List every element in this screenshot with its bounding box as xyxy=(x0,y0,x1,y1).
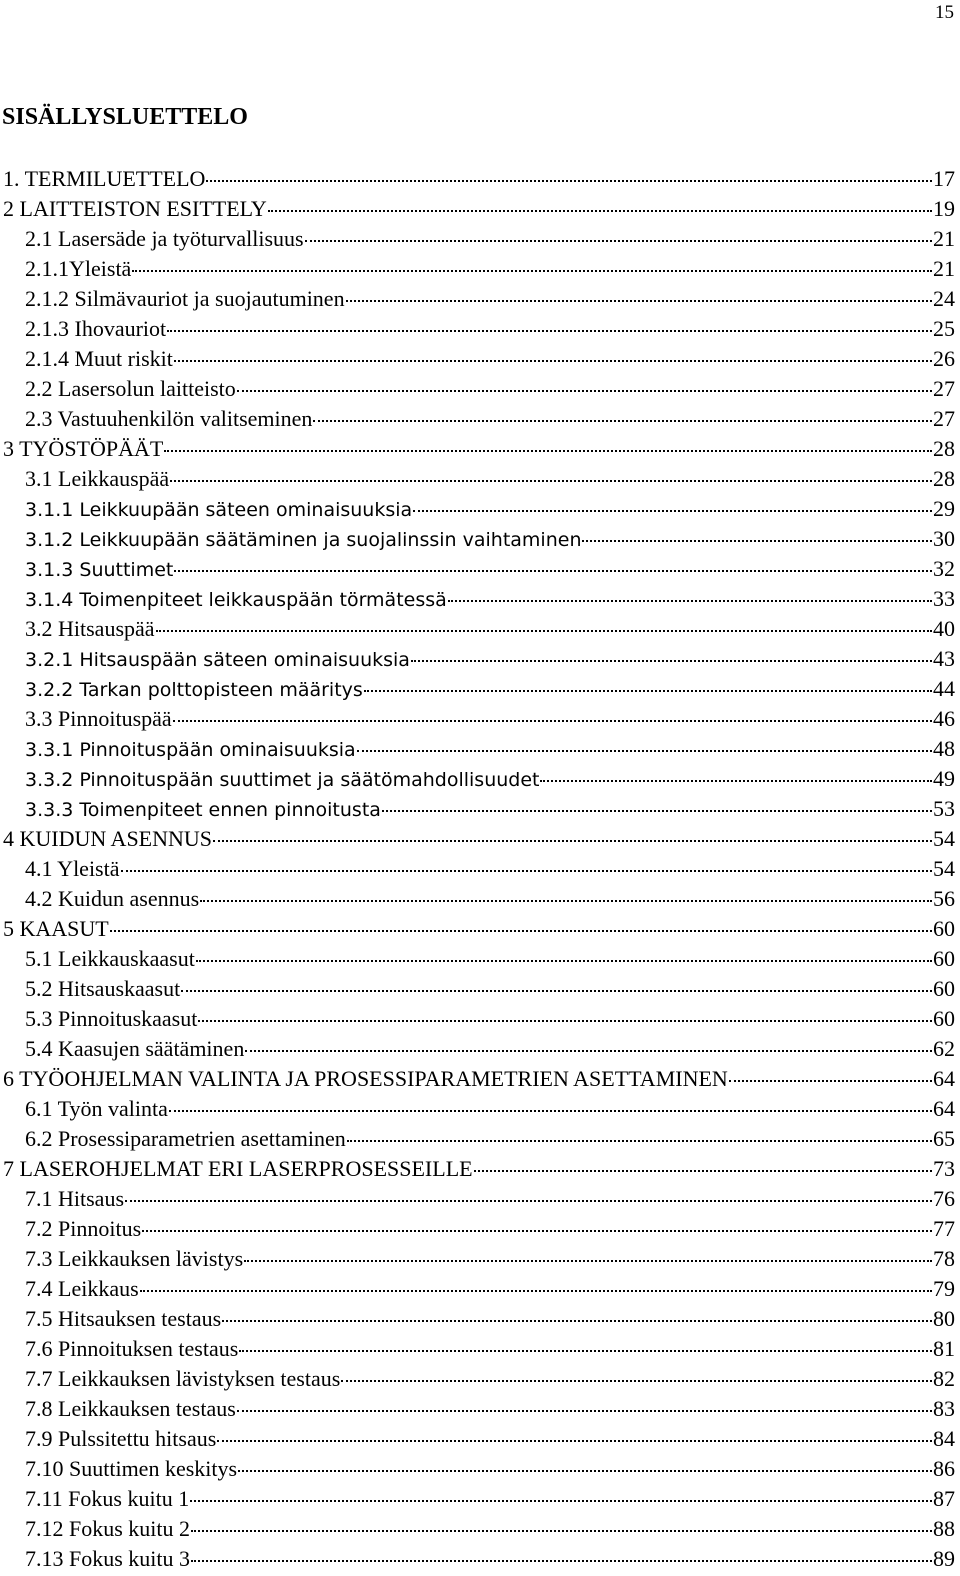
toc-entry-page: 53 xyxy=(933,796,955,821)
toc-dot-leader xyxy=(411,660,932,662)
toc-entry-page: 83 xyxy=(933,1396,955,1421)
toc-entry-label: 7.10 Suuttimen keskitys xyxy=(25,1456,238,1481)
toc-entry[interactable] xyxy=(0,164,955,194)
toc-dot-leader xyxy=(313,420,932,422)
toc-entry-label: 7.8 Leikkauksen testaus xyxy=(25,1396,236,1421)
toc-entry[interactable] xyxy=(0,1244,955,1274)
toc-entry[interactable] xyxy=(0,704,955,734)
toc-entry[interactable] xyxy=(0,314,955,344)
toc-entry[interactable] xyxy=(0,884,955,914)
toc-dot-leader xyxy=(244,1260,932,1262)
toc-entry-page: 88 xyxy=(933,1516,955,1541)
toc-dot-leader xyxy=(198,1020,932,1022)
toc-dot-leader xyxy=(191,1560,932,1562)
toc-entry-label: 2.1 Lasersäde ja työturvallisuus xyxy=(25,226,304,251)
toc-entry-label: 7.12 Fokus kuitu 2 xyxy=(25,1516,191,1541)
toc-entry[interactable] xyxy=(0,404,955,434)
toc-entry-page: 87 xyxy=(933,1486,955,1511)
toc-entry[interactable] xyxy=(0,854,955,884)
toc-entry-label: 7.3 Leikkauksen lävistys xyxy=(25,1246,244,1271)
toc-entry-page: 24 xyxy=(933,286,955,311)
toc-entry-label: 3.3 Pinnoituspää xyxy=(25,706,172,731)
toc-entry[interactable] xyxy=(0,554,955,584)
toc-entry-page: 30 xyxy=(933,526,955,551)
toc-entry-label: 7.11 Fokus kuitu 1 xyxy=(25,1486,190,1511)
toc-entry-page: 49 xyxy=(933,766,955,791)
toc-entry[interactable] xyxy=(0,1064,955,1094)
toc-dot-leader xyxy=(181,990,932,992)
toc-entry[interactable] xyxy=(0,1394,955,1424)
toc-dot-leader xyxy=(237,1410,932,1412)
toc-entry-label: 1. TERMILUETTELO xyxy=(3,166,206,191)
toc-entry-label: 5 KAASUT xyxy=(3,916,109,941)
toc-entry-page: 82 xyxy=(933,1366,955,1391)
toc-entry[interactable] xyxy=(0,1364,955,1394)
toc-entry[interactable] xyxy=(0,914,955,944)
toc-entry[interactable] xyxy=(0,194,955,224)
toc-entry-label: 2.3 Vastuuhenkilön valitseminen xyxy=(25,406,313,431)
toc-dot-leader xyxy=(347,1140,932,1142)
toc-entry-label: 7.13 Fokus kuitu 3 xyxy=(25,1546,191,1571)
toc-entry-page: 28 xyxy=(933,436,955,461)
toc-entry[interactable] xyxy=(0,1424,955,1454)
toc-dot-leader xyxy=(305,240,932,242)
toc-dot-leader xyxy=(239,1350,932,1352)
toc-dot-leader xyxy=(448,600,932,602)
toc-entry-label: 6 TYÖOHJELMAN VALINTA JA PROSESSIPARAMETRIEN ASETTAMINEN xyxy=(3,1066,728,1091)
toc-entry-label: 4.2 Kuidun asennus xyxy=(25,886,200,911)
toc-dot-leader xyxy=(110,930,932,932)
toc-dot-leader xyxy=(174,360,932,362)
toc-entry-page: 43 xyxy=(933,646,955,671)
toc-entry-page: 29 xyxy=(933,496,955,521)
toc-entry[interactable] xyxy=(0,1094,955,1124)
toc-entry[interactable] xyxy=(0,434,955,464)
toc-entry-page: 84 xyxy=(933,1426,955,1451)
toc-entry-page: 19 xyxy=(933,196,955,221)
toc-dot-leader xyxy=(213,840,932,842)
toc-dot-leader xyxy=(729,1080,932,1082)
toc-entry-label: 2.1.3 Ihovauriot xyxy=(25,316,167,341)
toc-entry-label: 2 LAITTEISTON ESITTELY xyxy=(3,196,267,221)
toc-dot-leader xyxy=(346,300,932,302)
toc-entry[interactable] xyxy=(0,494,955,524)
toc-entry-page: 76 xyxy=(933,1186,955,1211)
toc-entry[interactable] xyxy=(0,1334,955,1364)
table-of-contents xyxy=(0,164,955,1574)
toc-entry[interactable] xyxy=(0,614,955,644)
toc-dot-leader xyxy=(174,570,932,572)
toc-entry[interactable] xyxy=(0,344,955,374)
toc-entry[interactable] xyxy=(0,1274,955,1304)
toc-dot-leader xyxy=(190,1500,932,1502)
toc-entry-label: 4 KUIDUN ASENNUS xyxy=(3,826,213,851)
toc-dot-leader xyxy=(206,180,932,182)
toc-entry[interactable] xyxy=(0,584,955,614)
toc-entry-page: 77 xyxy=(933,1216,955,1241)
toc-entry-label: 3.1.1 Leikkuupään säteen ominaisuuksia xyxy=(25,499,413,521)
toc-entry[interactable] xyxy=(0,1454,955,1484)
toc-entry-label: 3.1 Leikkauspää xyxy=(25,466,170,491)
toc-entry[interactable] xyxy=(0,974,955,1004)
toc-entry-label: 2.1.2 Silmävauriot ja suojautuminen xyxy=(25,286,345,311)
toc-entry-page: 60 xyxy=(933,916,955,941)
toc-entry-label: 3.3.2 Pinnoituspään suuttimet ja säätömahdollisuudet xyxy=(25,769,540,791)
toc-entry-page: 56 xyxy=(933,886,955,911)
toc-entry-label: 3.3.1 Pinnoituspään ominaisuuksia xyxy=(25,739,356,761)
toc-entry-page: 64 xyxy=(933,1096,955,1121)
toc-dot-leader xyxy=(382,810,932,812)
toc-entry-page: 21 xyxy=(933,226,955,251)
toc-entry-label: 7.9 Pulssitettu hitsaus xyxy=(25,1426,217,1451)
toc-entry-page: 81 xyxy=(933,1336,955,1361)
toc-entry[interactable] xyxy=(0,674,955,704)
toc-entry-label: 4.1 Yleistä xyxy=(25,856,120,881)
toc-entry[interactable] xyxy=(0,794,955,824)
toc-entry-label: 7.6 Pinnoituksen testaus xyxy=(25,1336,239,1361)
toc-entry-page: 17 xyxy=(933,166,955,191)
toc-entry-page: 79 xyxy=(933,1276,955,1301)
toc-entry-page: 54 xyxy=(933,856,955,881)
toc-entry-label: 2.2 Lasersolun laitteisto xyxy=(25,376,236,401)
toc-entry-label: 2.1.1Yleistä xyxy=(25,256,132,281)
toc-dot-leader xyxy=(474,1170,932,1172)
toc-entry-page: 25 xyxy=(933,316,955,341)
toc-entry[interactable] xyxy=(0,1484,955,1514)
toc-dot-leader xyxy=(132,270,932,272)
toc-entry-label: 5.1 Leikkauskaasut xyxy=(25,946,195,971)
toc-dot-leader xyxy=(196,960,932,962)
toc-entry-label: 2.1.4 Muut riskit xyxy=(25,346,173,371)
toc-dot-leader xyxy=(357,750,932,752)
toc-entry[interactable] xyxy=(0,764,955,794)
toc-entry[interactable] xyxy=(0,464,955,494)
toc-entry[interactable] xyxy=(0,1544,955,1574)
toc-dot-leader xyxy=(217,1440,932,1442)
toc-dot-leader xyxy=(268,210,932,212)
toc-entry-label: 3.1.2 Leikkuupään säätäminen ja suojalinssin vaihtaminen xyxy=(25,529,582,551)
toc-entry-page: 62 xyxy=(933,1036,955,1061)
toc-dot-leader xyxy=(142,1230,932,1232)
toc-entry-label: 3.2.2 Tarkan polttopisteen määritys xyxy=(25,679,363,701)
toc-dot-leader xyxy=(582,540,932,542)
toc-dot-leader xyxy=(237,390,932,392)
page-number: 15 xyxy=(935,2,954,23)
toc-entry-label: 5.4 Kaasujen säätäminen xyxy=(25,1036,245,1061)
toc-entry[interactable] xyxy=(0,1124,955,1154)
toc-dot-leader xyxy=(170,480,932,482)
toc-dot-leader xyxy=(200,900,932,902)
toc-entry-page: 60 xyxy=(933,946,955,971)
toc-entry-label: 7.4 Leikkaus xyxy=(25,1276,139,1301)
toc-entry-label: 7.2 Pinnoitus xyxy=(25,1216,142,1241)
toc-entry-label: 3.2.1 Hitsauspään säteen ominaisuuksia xyxy=(25,649,410,671)
toc-entry[interactable] xyxy=(0,824,955,854)
toc-entry-page: 89 xyxy=(933,1546,955,1571)
toc-dot-leader xyxy=(238,1470,932,1472)
toc-entry-label: 7.1 Hitsaus xyxy=(25,1186,124,1211)
toc-entry-label: 3.1.4 Toimenpiteet leikkauspään törmätessä xyxy=(25,589,447,611)
toc-dot-leader xyxy=(121,870,933,872)
toc-entry[interactable] xyxy=(0,1514,955,1544)
toc-entry-page: 28 xyxy=(933,466,955,491)
toc-dot-leader xyxy=(164,450,932,452)
toc-entry-label: 6.2 Prosessiparametrien asettaminen xyxy=(25,1126,346,1151)
toc-dot-leader xyxy=(156,630,932,632)
toc-entry[interactable] xyxy=(0,1154,955,1184)
toc-entry[interactable] xyxy=(0,1034,955,1064)
toc-dot-leader xyxy=(173,720,932,722)
toc-entry-label: 3 TYÖSTÖPÄÄT xyxy=(3,436,164,461)
toc-entry[interactable] xyxy=(0,254,955,284)
toc-entry[interactable] xyxy=(0,734,955,764)
toc-dot-leader xyxy=(222,1320,932,1322)
toc-entry[interactable] xyxy=(0,1304,955,1334)
toc-entry-label: 7.7 Leikkauksen lävistyksen testaus xyxy=(25,1366,341,1391)
toc-entry-page: 80 xyxy=(933,1306,955,1331)
toc-entry-page: 32 xyxy=(933,556,955,581)
toc-entry-label: 6.1 Työn valinta xyxy=(25,1096,168,1121)
toc-entry[interactable] xyxy=(0,524,955,554)
toc-entry-label: 5.2 Hitsauskaasut xyxy=(25,976,181,1001)
toc-entry-page: 60 xyxy=(933,976,955,1001)
toc-entry-page: 40 xyxy=(933,616,955,641)
toc-entry[interactable] xyxy=(0,1184,955,1214)
toc-entry-label: 3.1.3 Suuttimet xyxy=(25,559,174,581)
toc-entry-page: 33 xyxy=(933,586,955,611)
toc-entry[interactable] xyxy=(0,1004,955,1034)
toc-dot-leader xyxy=(364,690,932,692)
toc-entry-page: 54 xyxy=(933,826,955,851)
toc-entry-page: 27 xyxy=(933,376,955,401)
toc-dot-leader xyxy=(191,1530,932,1532)
toc-entry-page: 65 xyxy=(933,1126,955,1151)
toc-entry[interactable] xyxy=(0,644,955,674)
toc-dot-leader xyxy=(167,330,932,332)
toc-entry-page: 21 xyxy=(933,256,955,281)
toc-entry-page: 44 xyxy=(933,676,955,701)
toc-entry-page: 26 xyxy=(933,346,955,371)
toc-dot-leader xyxy=(341,1380,932,1382)
toc-dot-leader xyxy=(413,510,932,512)
toc-entry[interactable] xyxy=(0,224,955,254)
toc-entry-page: 60 xyxy=(933,1006,955,1031)
toc-entry[interactable] xyxy=(0,284,955,314)
toc-dot-leader xyxy=(140,1290,932,1292)
toc-entry-page: 64 xyxy=(933,1066,955,1091)
toc-dot-leader xyxy=(540,780,932,782)
toc-title: SISÄLLYSLUETTELO xyxy=(2,104,248,130)
toc-entry-label: 7.5 Hitsauksen testaus xyxy=(25,1306,222,1331)
toc-entry-page: 78 xyxy=(933,1246,955,1271)
toc-entry-label: 7 LASEROHJELMAT ERI LASERPROSESSEILLE xyxy=(3,1156,473,1181)
toc-entry[interactable] xyxy=(0,1214,955,1244)
toc-entry-label: 3.3.3 Toimenpiteet ennen pinnoitusta xyxy=(25,799,381,821)
toc-entry-page: 48 xyxy=(933,736,955,761)
toc-dot-leader xyxy=(169,1110,932,1112)
toc-entry-label: 3.2 Hitsauspää xyxy=(25,616,155,641)
toc-entry[interactable] xyxy=(0,374,955,404)
toc-entry-page: 73 xyxy=(933,1156,955,1181)
toc-entry-label: 5.3 Pinnoituskaasut xyxy=(25,1006,198,1031)
toc-dot-leader xyxy=(125,1200,932,1202)
toc-entry-page: 27 xyxy=(933,406,955,431)
toc-dot-leader xyxy=(245,1050,932,1052)
toc-entry-page: 46 xyxy=(933,706,955,731)
toc-entry-page: 86 xyxy=(933,1456,955,1481)
toc-entry[interactable] xyxy=(0,944,955,974)
